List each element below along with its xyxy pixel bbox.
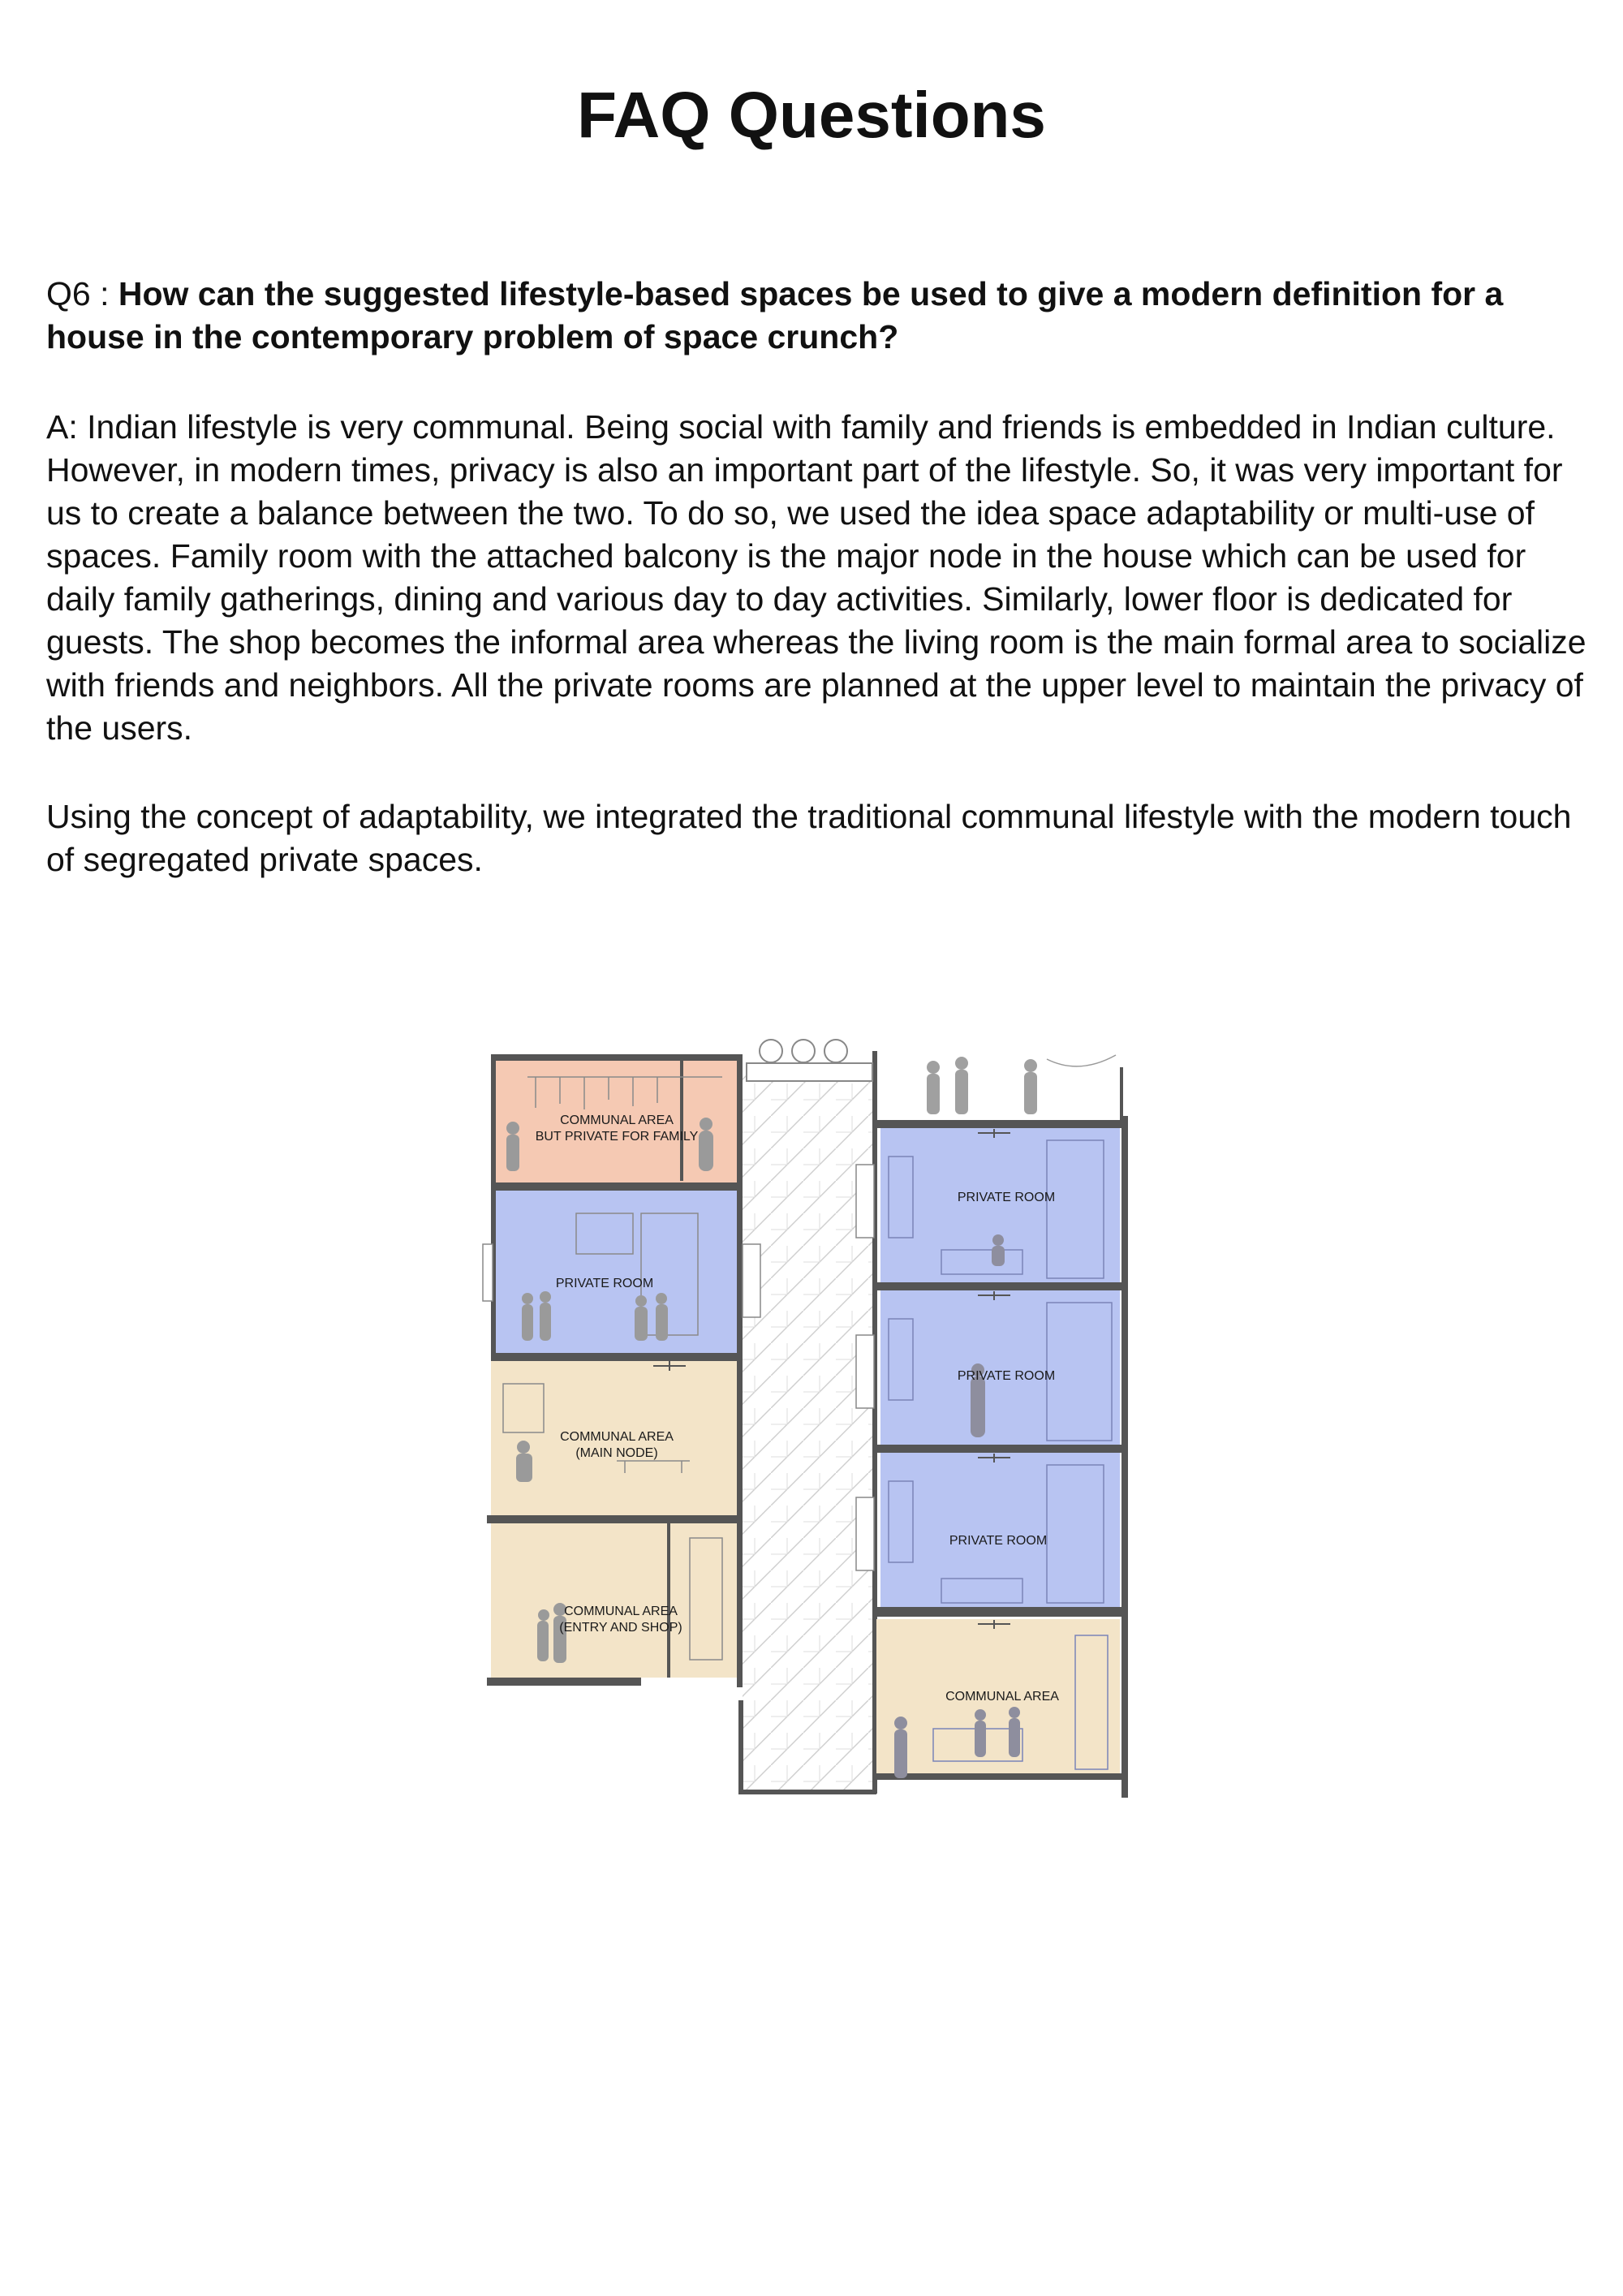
left-room-4 [491, 1523, 738, 1678]
label-left-3a: COMMUNAL AREA [560, 1430, 674, 1444]
label-left-1a: COMMUNAL AREA [560, 1114, 674, 1127]
building-section-drawing [479, 1019, 1144, 1798]
closing-paragraph: Using the concept of adaptability, we integrated the traditional communal lifestyle with the modern touch of segregated private spaces. [46, 798, 1572, 878]
label-right-2: PRIVATE ROOM [957, 1369, 1056, 1383]
label-right-1: PRIVATE ROOM [957, 1191, 1056, 1204]
label-right-3: PRIVATE ROOM [949, 1534, 1048, 1548]
section-svg [479, 1019, 1144, 1798]
label-left-3b: (MAIN NODE) [575, 1446, 658, 1460]
skylights [747, 1040, 872, 1081]
right-room-3 [880, 1453, 1120, 1607]
question [46, 273, 1588, 359]
label-left-4b: (ENTRY AND SHOP) [559, 1621, 682, 1635]
answer-paragraph: A: Indian lifestyle is very communal. Being social with family and friends is embedded in Indian culture. However, in modern times, privacy is also an important part of the lifestyle. So, it was very important for us to create a balance between the two. To do so, we used the idea space adaptability or multi-use of spaces. Family room with the attached balcony is the major node in the house which can be used for daily family gatherings, dining and various day to day activities. Similarly, lower floor is dedicated for guests. The shop becomes the informal area whereas the living room is the main formal area to socialize with friends and neighbors. All the private rooms are planned at the upper level to maintain the privacy of the users. [46, 408, 1586, 747]
staircase [743, 1069, 872, 1791]
page-title: FAQ Questions [577, 79, 1046, 151]
question-number: Q6 : [46, 275, 118, 312]
label-left-2a: PRIVATE ROOM [555, 1277, 654, 1290]
label-left-1b: BUT PRIVATE FOR FAMILY [535, 1130, 699, 1144]
rooftop-people [927, 1055, 1116, 1114]
right-room-2 [880, 1290, 1120, 1445]
question-text: How can the suggested lifestyle-based spaces be used to give a modern definition for a house in the contemporary problem of space crunch? [46, 275, 1504, 355]
label-left-4a: COMMUNAL AREA [564, 1605, 678, 1618]
label-right-4: COMMUNAL AREA [945, 1690, 1059, 1704]
